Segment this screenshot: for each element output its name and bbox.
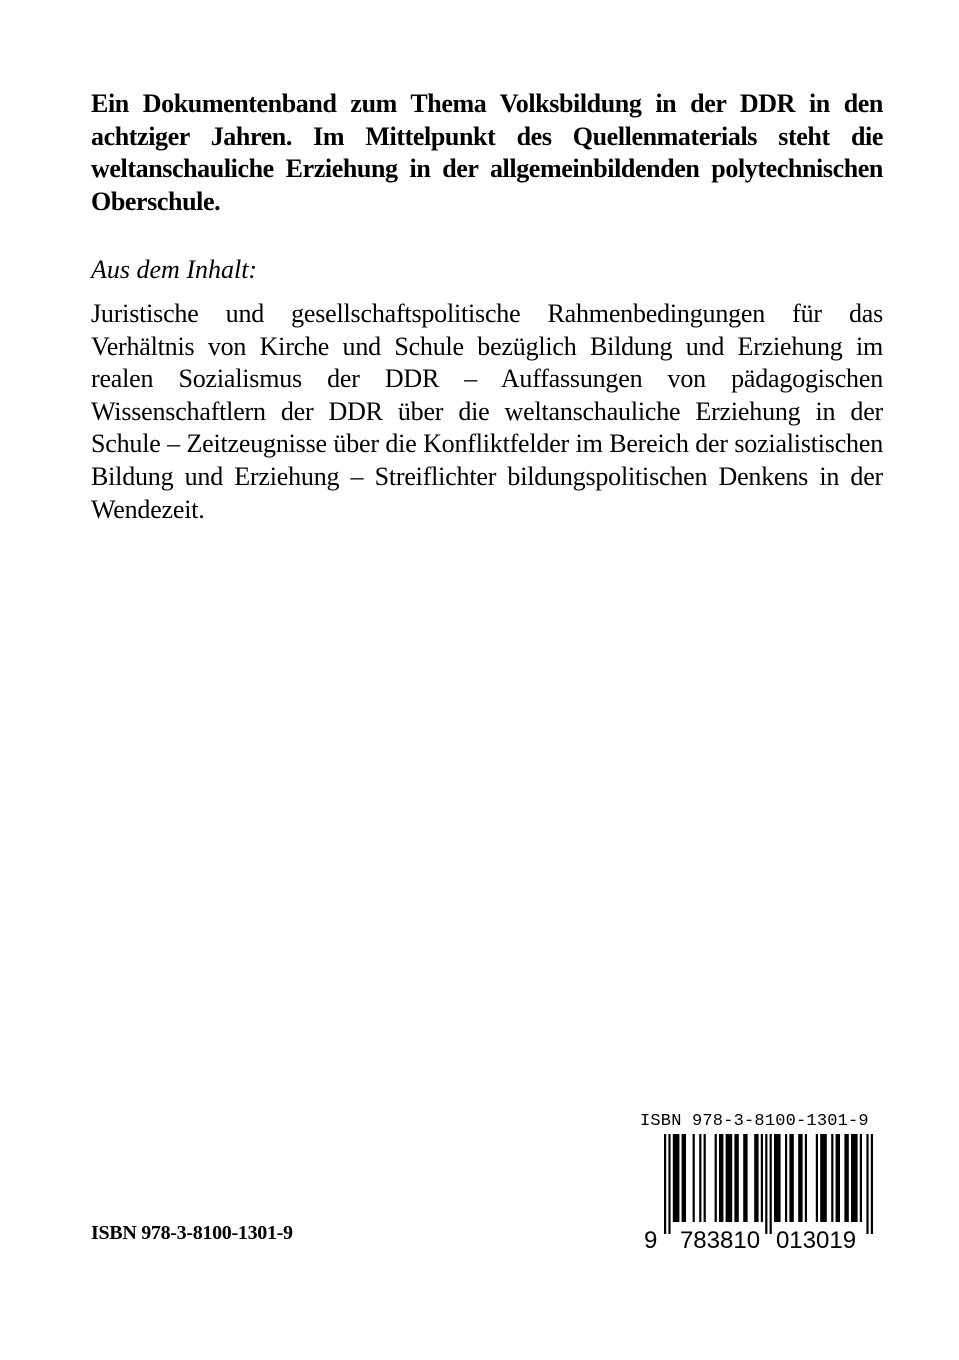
barcode-bar: [673, 1134, 680, 1222]
barcode-bar: [668, 1134, 670, 1234]
barcode-bar: [715, 1134, 717, 1222]
book-blurb: Ein Dokumentenband zum Thema Volksbildung in der DDR in den achtziger Jahren. Im Mittelpunkt des Quellenmaterials steht die weltanschauliche Erziehung in der allgemeinbildenden polytechnischen Oberschule.: [91, 89, 883, 216]
barcode-bar: [765, 1134, 767, 1234]
barcode-bar: [866, 1134, 868, 1234]
barcode-bar: [789, 1134, 793, 1222]
barcode-bars: [664, 1134, 873, 1234]
contents-description: Juristische und gesellschaftspolitische Rahmenbedingungen für das Verhältnis von Kirche und Schule bezüglich Bildung und Erziehung im realen Sozialismus der DDR – Auffassungen von pädagogischen Wissenschaftlern der DDR über die weltanschauliche Erziehung in der Schule – Zeitzeugnisse über die Konfliktfelder im Bereich der sozialistischen Bildung und Erziehung – Streiflichter bildungspolitischen Denkens in der Wendezeit.: [91, 299, 883, 524]
barcode-bar: [693, 1134, 695, 1222]
barcode-bar: [844, 1134, 848, 1222]
barcode-bar: [699, 1134, 701, 1222]
barcode-bar: [719, 1134, 723, 1222]
contents-heading: Aus dem Inhalt:: [91, 255, 258, 284]
barcode-bar: [774, 1134, 781, 1222]
barcode-bar: [754, 1134, 758, 1222]
barcode-bar: [726, 1134, 733, 1222]
barcode-bar: [743, 1134, 747, 1222]
barcode-bar: [820, 1134, 827, 1222]
barcode-lead-digit: 9: [644, 1227, 658, 1252]
barcode-bar: [682, 1134, 686, 1222]
barcode-bar: [798, 1134, 802, 1222]
barcode-bar: [785, 1134, 787, 1222]
barcode-bar: [851, 1134, 858, 1222]
barcode-bar: [836, 1134, 840, 1222]
barcode-bar: [704, 1134, 706, 1222]
isbn-label: ISBN 978-3-8100-1301-9: [91, 1222, 293, 1244]
barcode-bar: [831, 1134, 833, 1222]
barcode-isbn-text: ISBN 978-3-8100-1301-9: [640, 1112, 869, 1131]
barcode-bar: [770, 1134, 772, 1234]
barcode-bar: [816, 1134, 818, 1222]
barcode-bar: [860, 1134, 862, 1222]
barcode-right-digits: 013019: [775, 1227, 857, 1252]
barcode-bar: [871, 1134, 873, 1234]
barcode-area: [640, 1112, 890, 1252]
barcode-bar: [664, 1134, 666, 1234]
barcode-bar: [805, 1134, 807, 1222]
barcode-bar: [734, 1134, 738, 1222]
barcode-left-digits: 783810: [679, 1227, 761, 1252]
barcode-bar: [761, 1134, 763, 1222]
ean13-barcode: [640, 1134, 890, 1252]
